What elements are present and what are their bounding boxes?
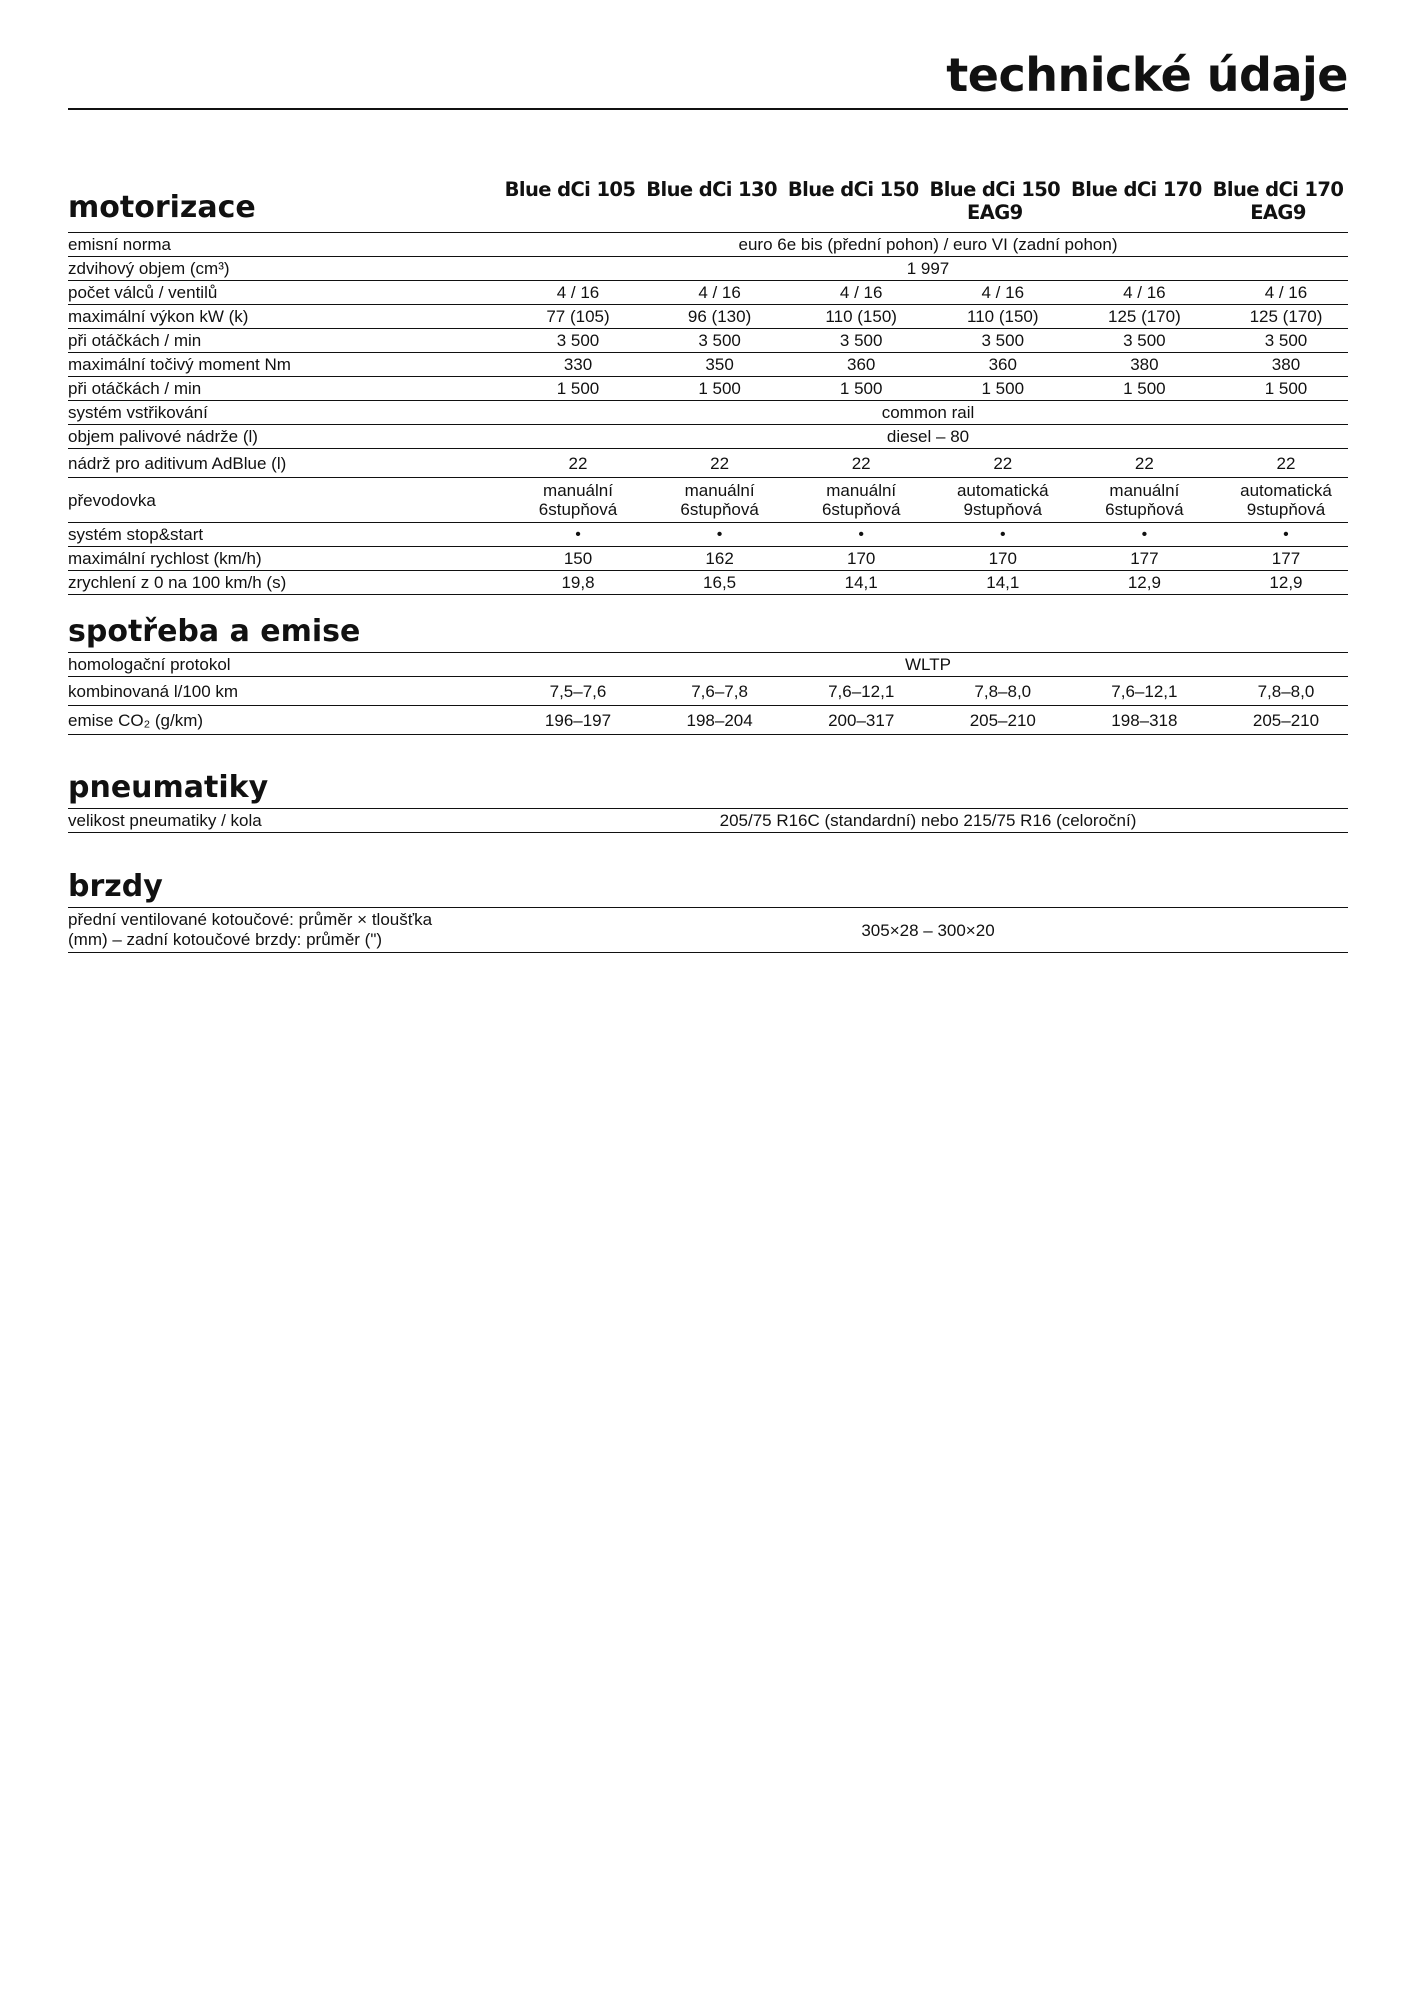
row-label: maximální rychlost (km/h) [68, 549, 262, 568]
table-cell: 7,6–7,8 [691, 681, 748, 701]
table-cell: 380 [1130, 355, 1159, 374]
row-label: homologační protokol [68, 655, 231, 674]
table-cell: 96 (130) [687, 307, 752, 326]
table-cell: 330 [563, 355, 593, 374]
row-label: nádrž pro aditivum AdBlue (l) [68, 453, 287, 473]
table-cell: 3 500 [839, 331, 883, 350]
row-label: zrychlení z 0 na 100 km/h (s) [68, 573, 287, 592]
table-row [68, 571, 1348, 595]
table-cell: • [858, 526, 864, 543]
section-title-pneumatiky: pneumatiky [68, 770, 269, 805]
table-cell: • [1283, 526, 1289, 543]
table-row [68, 233, 1348, 257]
table-cell: 14,1 [986, 573, 1020, 592]
table-row [68, 706, 1348, 735]
table-cell: 350 [705, 355, 734, 374]
table-cell: 205–210 [969, 710, 1036, 730]
table-row [68, 547, 1348, 571]
table-cell: 4 / 16 [698, 283, 741, 302]
table-row [68, 523, 1348, 547]
table-row [68, 329, 1348, 353]
row-value: euro 6e bis (přední pohon) / euro VI (zadní pohon) [738, 235, 1118, 254]
section-title-motorizace: motorizace [68, 190, 256, 225]
table-row [68, 908, 1348, 953]
title-divider [68, 108, 1348, 110]
table-cell: 22 [1276, 453, 1296, 473]
pneumatiky-table [68, 809, 1348, 833]
pneumatiky-header [68, 770, 1348, 809]
table-cell: 14,1 [844, 573, 878, 592]
table-cell: 7,5–7,6 [549, 681, 607, 701]
section-brzdy [68, 869, 1348, 953]
table-cell: 200–317 [828, 710, 895, 730]
column-header: Blue dCi 130 [646, 178, 777, 201]
table-cell: 7,6–12,1 [828, 681, 895, 701]
spotreba-header [68, 614, 1348, 653]
table-cell: 7,6–12,1 [1111, 681, 1178, 701]
column-header: Blue dCi 150 EAG9 [929, 178, 1061, 224]
table-cell: 360 [988, 355, 1017, 374]
table-cell: 1 500 [556, 379, 600, 398]
row-label: maximální výkon kW (k) [68, 307, 249, 326]
table-cell: automatická 9stupňová [956, 481, 1049, 519]
table-cell: 196–197 [544, 710, 612, 730]
row-label: zdvihový objem (cm³) [68, 259, 230, 278]
table-cell: manuální 6stupňová [1105, 481, 1184, 519]
table-row [68, 425, 1348, 449]
row-label: velikost pneumatiky / kola [68, 811, 262, 830]
table-cell: 1 500 [1123, 379, 1166, 398]
table-cell: • [1141, 526, 1148, 543]
table-cell: 380 [1271, 355, 1301, 374]
table-cell: • [999, 526, 1006, 543]
table-cell: 110 (150) [825, 307, 897, 326]
table-cell: 12,9 [1127, 573, 1161, 592]
table-cell: 22 [851, 453, 871, 473]
table-row [68, 449, 1348, 478]
row-value: 1 997 [906, 259, 950, 278]
table-cell: 1 500 [698, 379, 741, 398]
brzdy-header [68, 869, 1348, 908]
row-label: objem palivové nádrže (l) [68, 427, 258, 446]
table-cell: 170 [988, 549, 1017, 568]
table-cell: manuální 6stupňová [538, 481, 618, 519]
table-cell: 4 / 16 [1264, 283, 1308, 302]
table-row [68, 653, 1348, 677]
table-cell: 205–210 [1252, 710, 1320, 730]
table-cell: 4 / 16 [556, 283, 600, 302]
row-label: emise CO₂ (g/km) [68, 710, 204, 730]
row-label: systém vstřikování [68, 403, 208, 422]
table-cell: 22 [993, 453, 1013, 473]
table-cell: • [716, 526, 723, 543]
table-cell: 360 [847, 355, 876, 374]
table-row [68, 478, 1348, 523]
table-cell: 170 [847, 549, 876, 568]
table-cell: 3 500 [556, 331, 600, 350]
row-value: 305×28 – 300×20 [861, 920, 995, 940]
brzdy-table [68, 908, 1348, 953]
column-header: Blue dCi 170 EAG9 [1212, 178, 1344, 224]
table-cell: 125 (170) [1107, 307, 1181, 326]
page-title: technické údaje [946, 48, 1348, 102]
table-cell: manuální 6stupňová [680, 481, 759, 519]
spotreba-table [68, 653, 1348, 735]
table-cell: 22 [568, 453, 588, 473]
table-cell: 3 500 [698, 331, 741, 350]
table-cell: 77 (105) [546, 307, 610, 326]
column-header: Blue dCi 150 [787, 178, 919, 201]
table-cell: 4 / 16 [981, 283, 1025, 302]
row-label: při otáčkách / min [68, 331, 202, 350]
table-cell: 7,8–8,0 [1257, 681, 1315, 701]
row-value: common rail [881, 403, 975, 422]
table-cell: 1 500 [839, 379, 883, 398]
section-pneumatiky [68, 770, 1348, 833]
table-cell: 150 [563, 549, 593, 568]
table-cell: 1 500 [1264, 379, 1308, 398]
table-cell: 177 [1130, 549, 1159, 568]
row-label: maximální točivý moment Nm [68, 355, 291, 374]
table-cell: 1 500 [981, 379, 1025, 398]
table-cell: 110 (150) [967, 307, 1039, 326]
row-label: přední ventilované kotoučové: průměr × tloušťka (mm) – zadní kotoučové brzdy: průměr (") [68, 910, 433, 949]
table-row [68, 377, 1348, 401]
column-header: Blue dCi 105 [504, 178, 636, 201]
table-cell: 22 [710, 453, 730, 473]
row-label: počet válců / ventilů [68, 283, 218, 302]
row-label: kombinovaná l/100 km [68, 681, 239, 701]
row-label: převodovka [68, 490, 156, 510]
motorizace-column-headers [500, 178, 1348, 232]
motorizace-header [68, 140, 1348, 233]
table-row [68, 677, 1348, 706]
table-cell: 125 (170) [1249, 307, 1323, 326]
row-label: systém stop&start [68, 525, 204, 544]
table-cell: 12,9 [1269, 573, 1303, 592]
table-cell: 162 [705, 549, 734, 568]
section-spotreba [68, 614, 1348, 735]
section-title-spotreba: spotřeba a emise [68, 614, 361, 649]
table-cell: • [575, 526, 581, 543]
table-row [68, 401, 1348, 425]
table-cell: 4 / 16 [839, 283, 883, 302]
table-cell: automatická 9stupňová [1240, 481, 1332, 519]
table-cell: 7,8–8,0 [974, 681, 1032, 701]
table-cell: 19,8 [561, 573, 595, 592]
row-value: WLTP [905, 655, 951, 674]
section-motorizace [68, 140, 1348, 595]
table-cell: 3 500 [981, 331, 1025, 350]
table-cell: manuální 6stupňová [821, 481, 901, 519]
table-cell: 198–318 [1111, 710, 1178, 730]
table-cell: 177 [1271, 549, 1301, 568]
row-label: emisní norma [68, 235, 171, 254]
table-cell: 198–204 [686, 710, 753, 730]
table-cell: 3 500 [1264, 331, 1308, 350]
column-header: Blue dCi 170 [1071, 178, 1202, 201]
row-label: při otáčkách / min [68, 379, 202, 398]
table-cell: 4 / 16 [1123, 283, 1166, 302]
section-title-brzdy: brzdy [68, 869, 163, 904]
table-row [68, 281, 1348, 305]
table-cell: 3 500 [1123, 331, 1166, 350]
row-value: diesel – 80 [886, 427, 970, 446]
table-row [68, 809, 1348, 833]
table-row [68, 305, 1348, 329]
motorizace-table [68, 233, 1348, 595]
table-row [68, 353, 1348, 377]
table-row [68, 257, 1348, 281]
table-cell: 22 [1134, 453, 1154, 473]
table-cell: 16,5 [703, 573, 737, 592]
row-value: 205/75 R16C (standardní) nebo 215/75 R16 (celoroční) [719, 811, 1137, 830]
